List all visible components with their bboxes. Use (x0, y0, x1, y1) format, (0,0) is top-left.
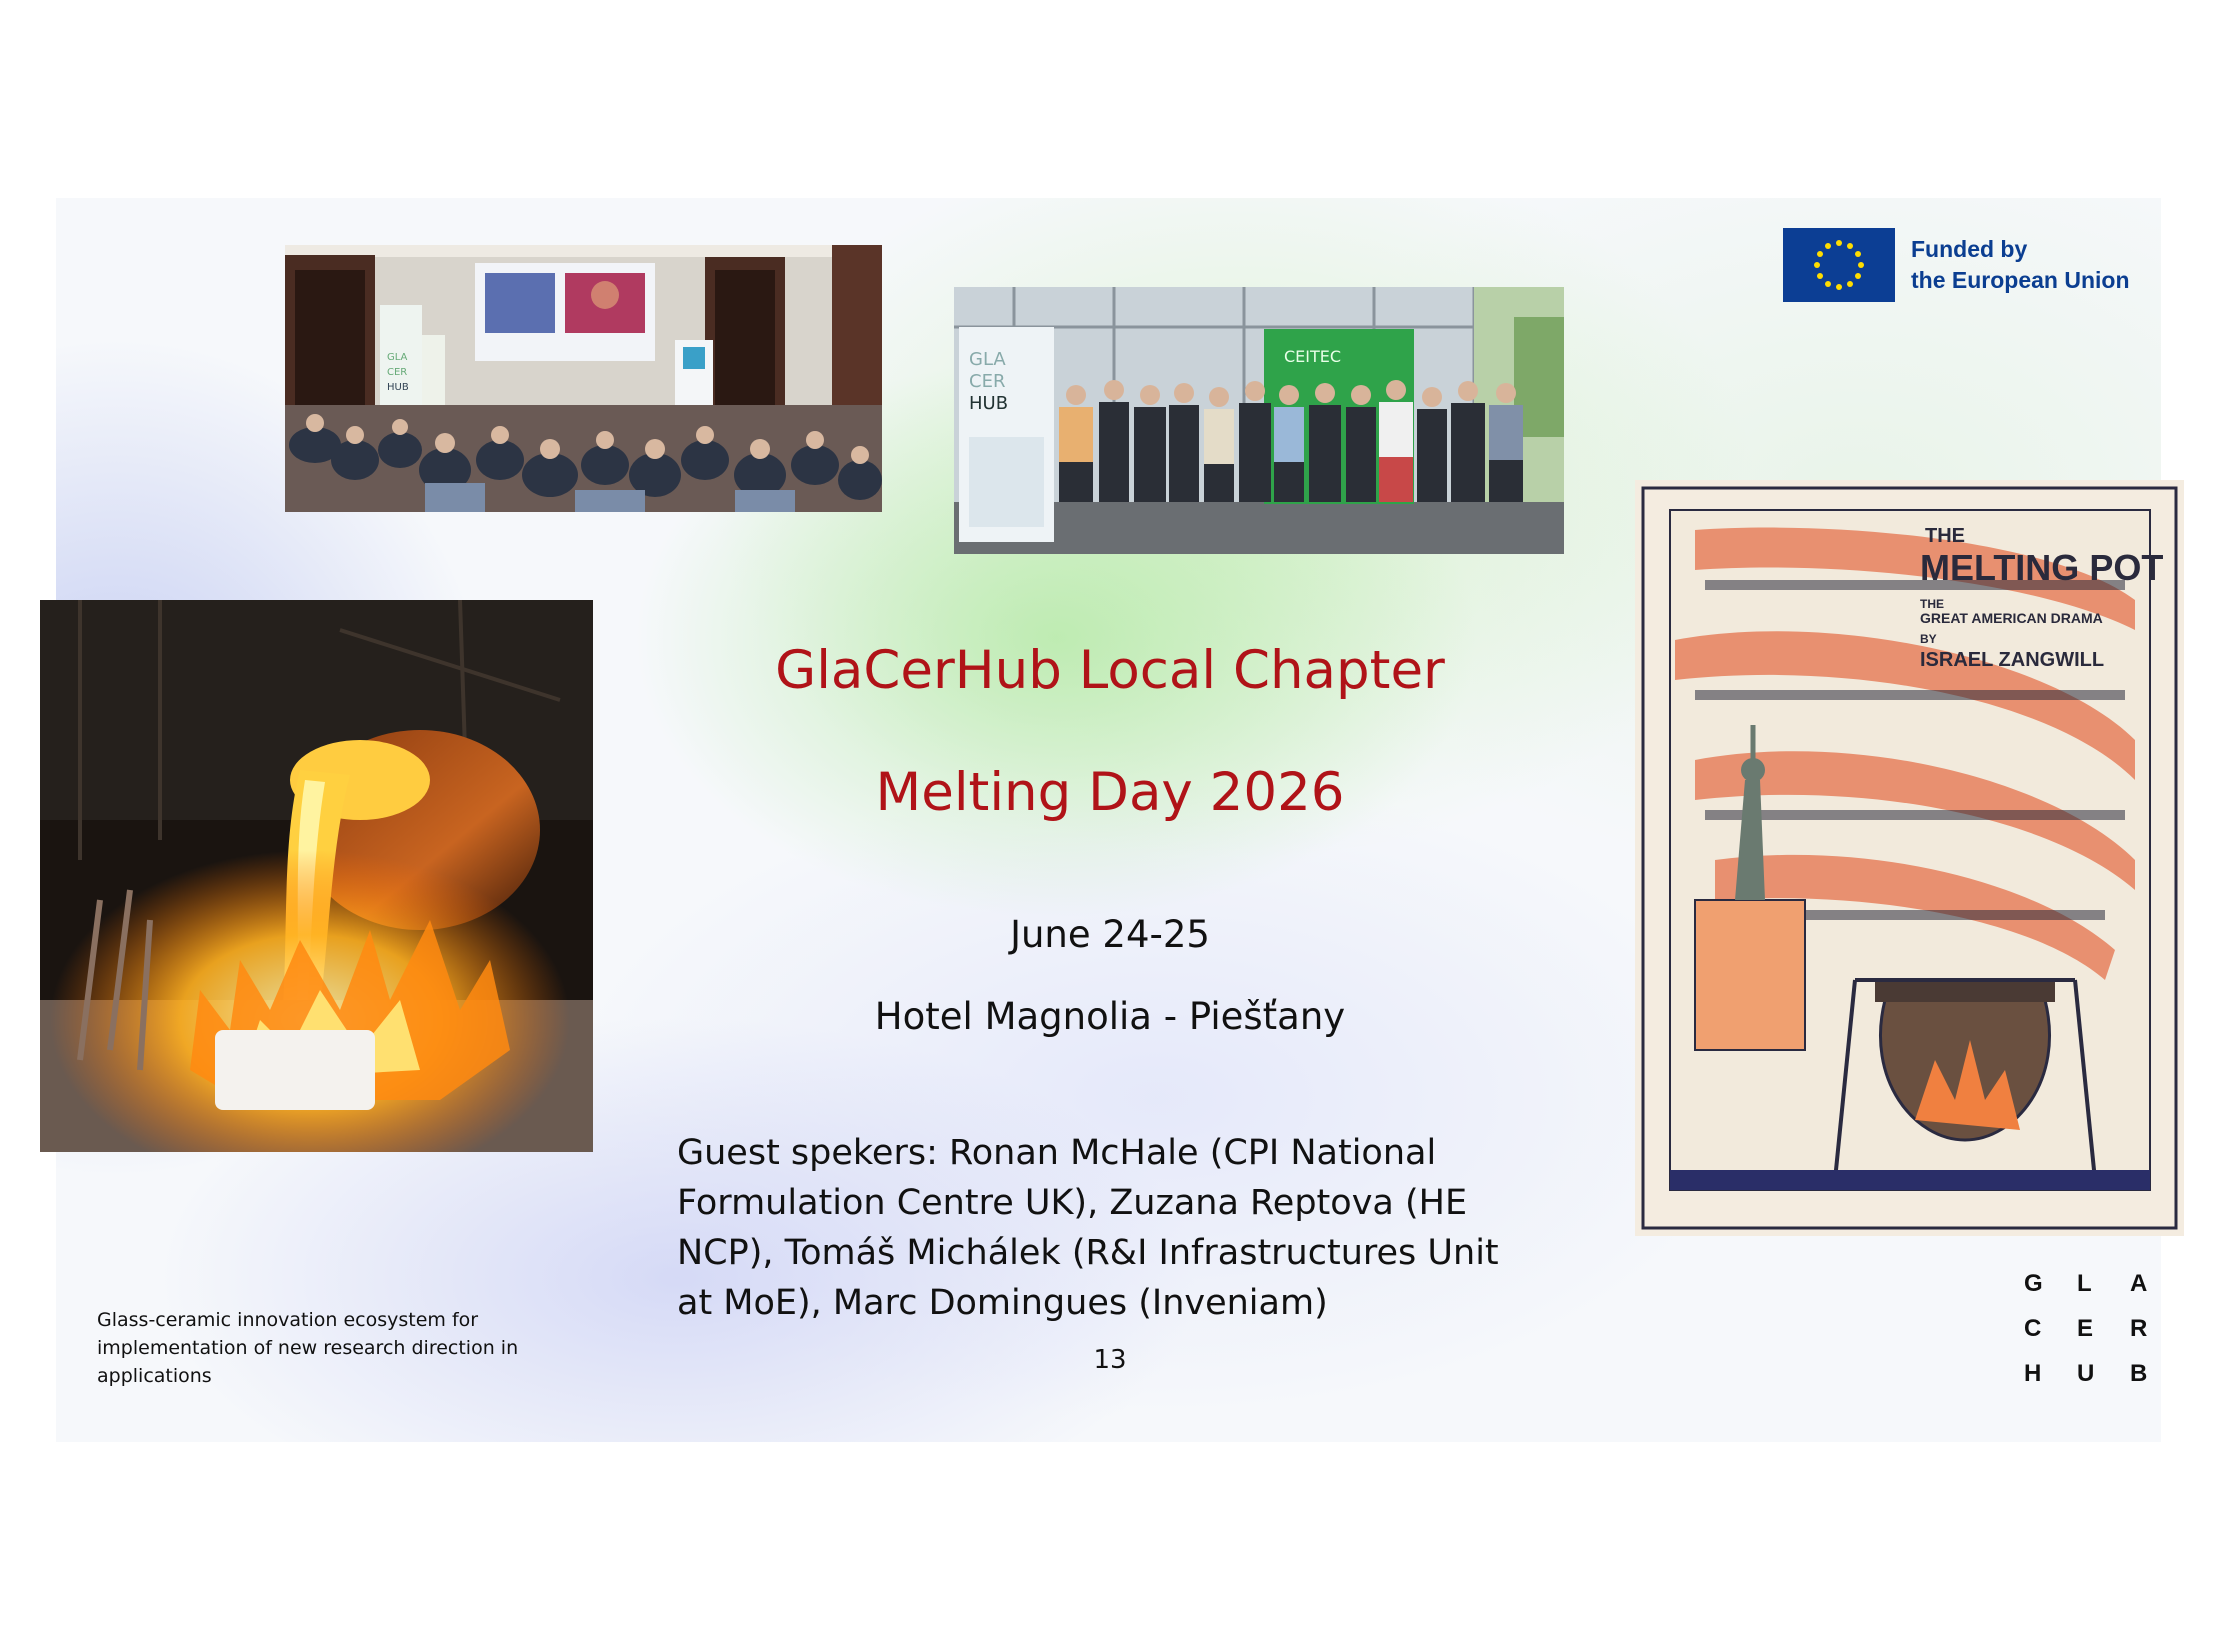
ceitec-banner-text: CEITEC (1284, 347, 1342, 366)
poster-the-2: THE (1920, 597, 1944, 611)
rollup-banner-text-3: HUB (387, 382, 409, 393)
tagline: Glass-ceramic innovation ecosystem for implementation of new research direction in applications (97, 1309, 519, 1387)
glacerhub-brand-mark (2024, 1270, 2204, 1405)
group-rollup-text-3: HUB (969, 393, 1009, 414)
brand-letter: C (2024, 1315, 2042, 1342)
brand-letter: H (2024, 1360, 2042, 1387)
brand-letter: R (2130, 1315, 2148, 1342)
group-photo (954, 287, 1564, 554)
event-venue: Hotel Magnolia - Piešťany (874, 995, 1346, 1038)
poster-subtitle: GREAT AMERICAN DRAMA (1920, 610, 2103, 626)
page-number: 13 (1093, 1345, 1127, 1375)
conference-room-photo (285, 245, 882, 512)
brand-row-2 (2024, 1315, 2204, 1360)
guest-speakers: Guest spekers: Ronan McHale (CPI National Formulation Centre UK), Zuzana Reptova (HE NCP), Tomáš Michálek (R&I Infrastructures Unit at MoE), Marc Domingues (Inveniam) (677, 1133, 1499, 1323)
eu-text-line2: the European Union (1911, 267, 2130, 293)
molten-metal-photo (40, 600, 593, 1152)
eu-funding-logo (1783, 228, 2130, 302)
rollup-banner-text-1: GLA (387, 352, 408, 363)
melting-pot-poster (1635, 480, 2184, 1236)
title-line-1: GlaCerHub Local Chapter (775, 640, 1445, 701)
group-rollup-text-2: CER (969, 371, 1006, 392)
eu-flag-icon (1783, 228, 1895, 302)
brand-letter: L (2077, 1270, 2092, 1297)
poster-by: BY (1920, 632, 1937, 646)
group-rollup-text-1: GLA (969, 349, 1006, 370)
brand-letter: E (2077, 1315, 2094, 1342)
brand-letter: B (2130, 1360, 2148, 1387)
poster-author: ISRAEL ZANGWILL (1920, 649, 2105, 671)
brand-letter: G (2024, 1270, 2043, 1297)
event-date: June 24-25 (1010, 913, 1210, 956)
brand-letter: U (2077, 1360, 2095, 1387)
poster-the: THE (1925, 525, 1965, 547)
brand-row-1 (2024, 1270, 2204, 1315)
brand-row-3 (2024, 1360, 2204, 1405)
eu-text-line1: Funded by (1911, 236, 2028, 262)
brand-letter: A (2130, 1270, 2148, 1297)
eu-funding-text (1911, 234, 2130, 296)
poster-title: MELTING POT (1920, 547, 2164, 588)
rollup-banner-text-2: CER (387, 367, 408, 378)
title-line-2: Melting Day 2026 (875, 762, 1345, 823)
